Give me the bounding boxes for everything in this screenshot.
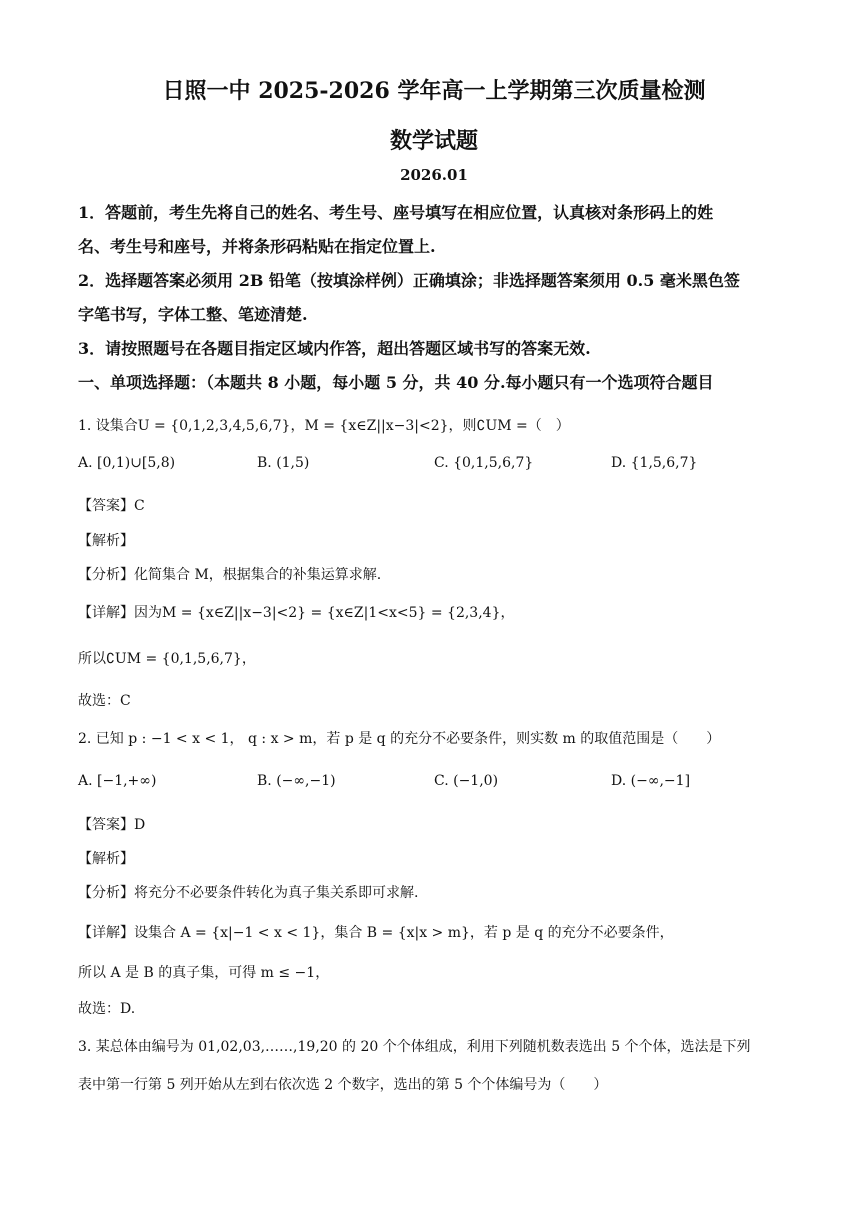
q1-answer: 【答案】C xyxy=(78,498,145,514)
instruction-2b: 字笔书写，字体工整、笔迹清楚. xyxy=(78,305,308,324)
q3-stem: 3. 某总体由编号为 01,02,03,……,19,20 的 20 个个体组成，利用下列随机数表选出 5 个个体，选法是下列 xyxy=(78,1039,751,1055)
q2-detail: 【详解】设集合 A = {x|−1 < x < 1}，集合 B = {x|x > m}，若 p 是 q 的充分不必要条件， xyxy=(78,925,674,941)
q1-detail: 【详解】因为M = {x∈Z||x−3|<2} = {x∈Z|1<x<5} = {2,3,4}， xyxy=(78,605,515,621)
q1-option-c: C. {0,1,5,6,7} xyxy=(434,455,534,471)
q1-analysis-head: 【解析】 xyxy=(78,533,134,549)
q1-stem: 1. 设集合U = {0,1,2,3,4,5,6,7}，M = {x∈Z||x−3|<2}，则∁UM =（ ） xyxy=(78,418,570,434)
q1-choice: 故选：C xyxy=(78,693,131,709)
exam-date: 2026.01 xyxy=(400,166,468,184)
q2-option-b: B. (−∞,−1) xyxy=(257,773,336,789)
instruction-1a: 1．答题前，考生先将自己的姓名、考生号、座号填写在相应位置，认真核对条形码上的姓 xyxy=(78,203,714,222)
exam-subtitle: 数学试题 xyxy=(389,128,478,154)
q2-detail-2: 所以 A 是 B 的真子集，可得 m ≤ −1， xyxy=(78,965,330,981)
exam-title: 日照一中 2025-2026 学年高一上学期第三次质量检测 xyxy=(162,78,706,104)
q1-detail-2: 所以∁UM = {0,1,5,6,7}， xyxy=(78,651,256,667)
q2-answer: 【答案】D xyxy=(78,817,146,833)
q2-option-c: C. (−1,0) xyxy=(434,773,499,789)
q2-stem: 2. 已知 p : −1 < x < 1， q : x > m，若 p 是 q 的充分不必要条件，则实数 m 的取值范围是（ ） xyxy=(78,731,721,747)
q2-option-d: D. (−∞,−1] xyxy=(611,773,691,789)
q2-option-a: A. [−1,+∞) xyxy=(78,773,157,789)
q2-analysis-head: 【解析】 xyxy=(78,851,134,867)
instruction-1b: 名、考生号和座号，并将条形码粘贴在指定位置上. xyxy=(78,237,436,256)
instruction-2a: 2．选择题答案必须用 2B 铅笔（按填涂样例）正确填涂；非选择题答案须用 0.5 毫米黑色签 xyxy=(78,271,740,290)
q1-option-b: B. (1,5) xyxy=(257,455,310,471)
q2-choice: 故选：D. xyxy=(78,1001,136,1017)
q3-stem-2: 表中第一行第 5 列开始从左到右依次选 2 个数字，选出的第 5 个个体编号为（ ） xyxy=(78,1077,608,1093)
q1-option-d: D. {1,5,6,7} xyxy=(611,455,698,471)
q1-analysis: 【分析】化简集合 M，根据集合的补集运算求解. xyxy=(78,567,382,583)
instruction-3: 3．请按照题号在各题目指定区域内作答，超出答题区域书写的答案无效. xyxy=(78,339,591,358)
q1-option-a: A. [0,1)∪[5,8) xyxy=(78,455,176,471)
section-heading: 一、单项选择题：（本题共 8 小题，每小题 5 分，共 40 分.每小题只有一个选项符合题目 xyxy=(78,373,714,392)
q2-analysis: 【分析】将充分不必要条件转化为真子集关系即可求解. xyxy=(78,885,419,901)
